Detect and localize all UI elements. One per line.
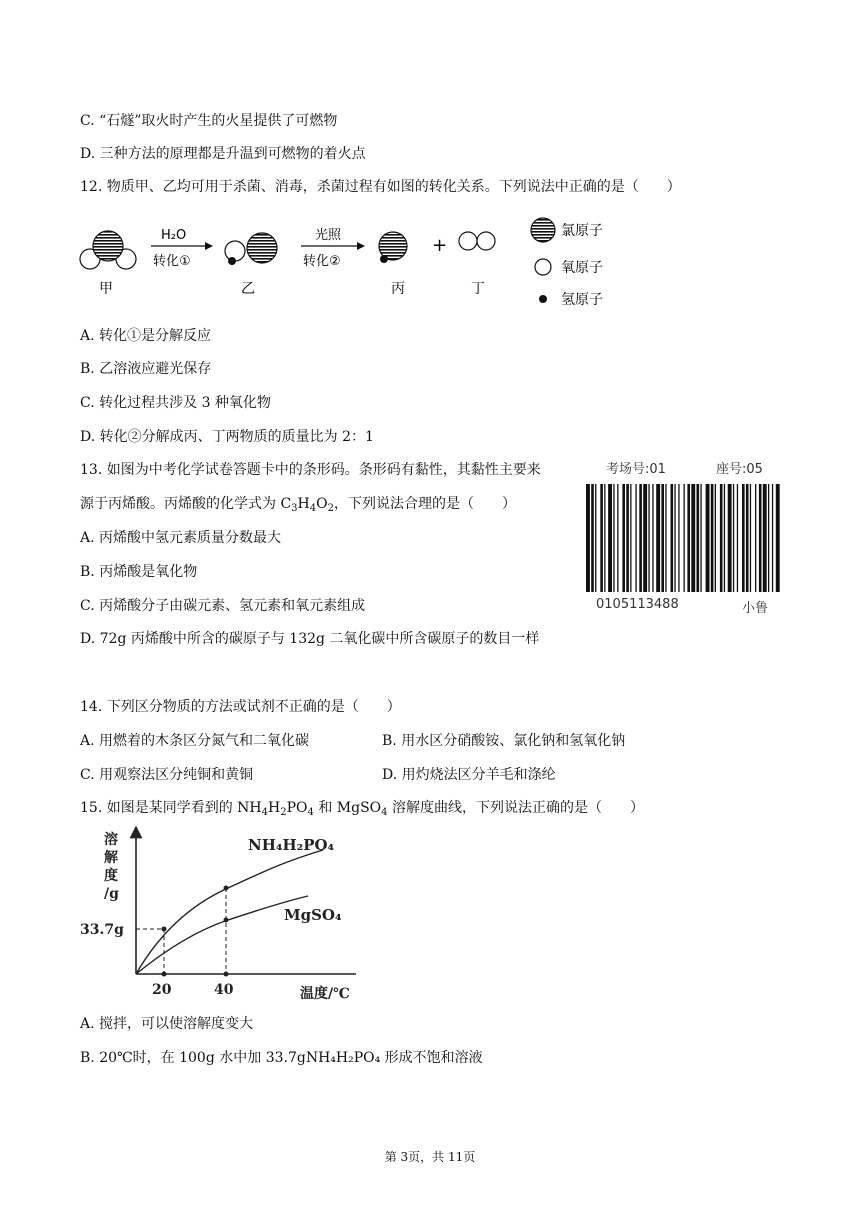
q12-option-b: B. 乙溶液应避光保存 — [80, 361, 212, 377]
arrow1-bottom-label: 转化① — [153, 254, 191, 269]
q12-stem: 12. 物质甲、乙均可用于杀菌、消毒，杀菌过程有如图的转化关系。下列说法中正确的是（ ） — [80, 179, 681, 195]
molecule-yi — [225, 233, 277, 265]
label-jia: 甲 — [99, 281, 113, 297]
legend-oxygen-icon — [535, 259, 551, 275]
arrow2-bottom-label: 转化② — [303, 254, 341, 269]
molecule-jia — [80, 231, 136, 269]
q15-option-b: B. 20℃时，在 100g 水中加 33.7gNH₄H₂PO₄ 形成不饱和溶液 — [80, 1050, 483, 1066]
legend-oxygen-label: 氧原子 — [561, 260, 603, 276]
q14-option-c: C. 用观察法区分纯铜和黄铜 — [80, 767, 254, 783]
q15-option-a: A. 搅拌，可以使溶解度变大 — [80, 1016, 254, 1032]
barcode-bars — [586, 484, 782, 594]
barcode-name: 小鲁 — [742, 601, 769, 616]
legend-hydrogen-icon — [539, 295, 547, 303]
q14-option-a: A. 用燃着的木条区分氮气和二氧化碳 — [80, 733, 310, 749]
molecule-bing — [379, 232, 407, 263]
q13-option-d: D. 72g 丙烯酸中所含的碳原子与 132g 二氧化碳中所含碳原子的数目一样 — [80, 631, 540, 647]
arrow-conversion-2 — [301, 227, 365, 269]
q13-stem-line1: 13. 如图为中考化学试卷答题卡中的条形码。条形码有黏性，其黏性主要来 — [80, 462, 541, 478]
graph-x-tick-20: 20 — [152, 982, 172, 998]
legend-hydrogen-label: 氢原子 — [561, 292, 603, 308]
q13-option-a: A. 丙烯酸中氢元素质量分数最大 — [80, 530, 282, 546]
legend-chlorine-label: 氯原子 — [561, 223, 603, 239]
barcode-number: 0105113488 — [596, 597, 679, 612]
barcode-room-number: 考场号:01 — [606, 462, 666, 477]
curve-label-mgso4: MgSO₄ — [284, 906, 342, 924]
arrow2-top-label: 光照 — [315, 228, 342, 243]
plus-sign: + — [432, 235, 448, 256]
curve-label-nh4h2po4: NH₄H₂PO₄ — [248, 836, 335, 854]
q14-option-b: B. 用水区分硝酸铵、氯化钠和氢氧化钠 — [382, 733, 626, 749]
label-yi: 乙 — [241, 281, 255, 297]
label-bing: 丙 — [391, 281, 405, 297]
q11-option-c: C. “石燧”取火时产生的火星提供了可燃物 — [80, 113, 338, 129]
q12-reaction-diagram — [75, 213, 635, 313]
q13-stem-line2: 源于丙烯酸。丙烯酸的化学式为 $C_3H_4O_2$，下列说法合理的是（ ） — [80, 496, 516, 514]
curve-mgso4 — [136, 896, 308, 974]
graph-ylabel-1: 溶 — [104, 832, 118, 848]
arrow1-top-label: H₂O — [161, 228, 187, 243]
arrow-conversion-1 — [151, 228, 213, 269]
graph-ylabel-4: /g — [104, 886, 119, 902]
q13-option-c: C. 丙烯酸分子由碳元素、氢元素和氧元素组成 — [80, 598, 366, 614]
graph-xlabel: 温度/℃ — [300, 986, 350, 1002]
diagram-legend — [531, 218, 603, 308]
page-footer: 第 3页，共 11页 — [384, 1150, 476, 1164]
q11-option-d: D. 三种方法的原理都是升温到可燃物的着火点 — [80, 146, 366, 162]
q12-option-a: A. 转化①是分解反应 — [80, 328, 212, 344]
q13-option-b: B. 丙烯酸是氧化物 — [80, 564, 198, 580]
label-ding: 丁 — [471, 281, 485, 297]
q14-stem: 14. 下列区分物质的方法或试剂不正确的是（ ） — [80, 699, 401, 715]
solubility-curve-graph — [78, 826, 378, 1004]
graph-x-tick-40: 40 — [214, 982, 234, 998]
barcode-label — [584, 458, 784, 618]
graph-y-tick: 33.7g — [80, 922, 124, 938]
q15-stem: 15. 如图是某同学看到的 $NH_4H_2PO_4$ 和 MgSO$_4$ 溶解度曲线，下列说法正确的是（ ） — [80, 800, 644, 818]
q14-option-d: D. 用灼烧法区分羊毛和涤纶 — [382, 767, 556, 783]
barcode-seat-number: 座号:05 — [716, 462, 763, 477]
graph-ylabel-3: 度 — [104, 868, 118, 884]
q12-option-d: D. 转化②分解成丙、丁两物质的质量比为 2：1 — [80, 429, 374, 445]
legend-chlorine-icon — [531, 218, 555, 242]
molecule-ding — [459, 232, 495, 250]
graph-ylabel-2: 解 — [104, 850, 118, 866]
q12-option-c: C. 转化过程共涉及 3 种氧化物 — [80, 395, 271, 411]
